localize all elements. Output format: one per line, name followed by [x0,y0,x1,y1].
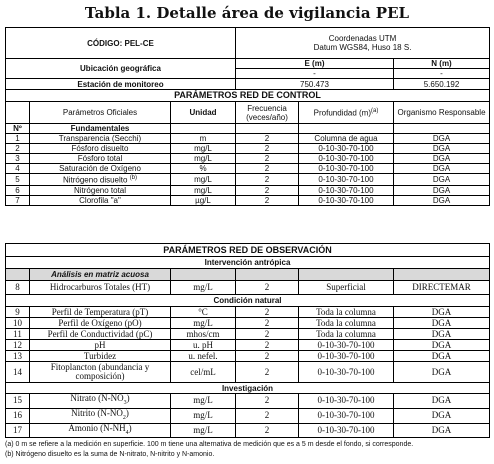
param-name [30,185,171,195]
num-header: Nº [6,124,30,134]
param-unit: mg/L [171,281,236,295]
param-organism: DGA [394,164,490,174]
param-unit: mhos/cm [171,329,236,340]
param-frequency: 2 [236,164,299,174]
empty-cell [171,269,236,281]
table-row [6,195,490,205]
param-unit: mg/L [171,408,236,423]
param-name [30,174,171,186]
param-name: Perfil de Temperatura (pT) [30,307,171,318]
param-frequency: 2 [236,185,299,195]
row-number: 7 [6,195,30,205]
param-unit: % [171,164,236,174]
param-depth: 0-10-30-70-100 [299,351,394,362]
table-title: Tabla 1. Detalle área de vigilancia PEL [84,4,410,22]
table-row [6,154,490,164]
param-name: Nitrito $(N-NO_2)$ [30,408,171,423]
control-network-table [5,27,490,206]
param-depth: Toda la columna [299,329,394,340]
param-name-text: Clorofila "a" [79,195,121,205]
table-row [6,340,490,351]
frequency-header: Frecuencia (veces/año) [236,102,299,124]
row-number: 11 [6,329,30,340]
row-number: 1 [6,134,30,144]
control-section-title: PARÁMETROS RED DE CONTROL [6,90,490,102]
row-number: 13 [6,351,30,362]
param-frequency: 2 [236,351,299,362]
table-row [6,144,490,154]
table-row [6,185,490,195]
monitoring-station-label: Estación de monitoreo [6,79,236,90]
param-depth: 0-10-30-70-100 [299,423,394,438]
empty-cell [236,269,299,281]
param-organism: DGA [394,423,490,438]
utm-coordinates-header [236,28,490,59]
param-name: Perfil de Oxígeno (pO) [30,318,171,329]
param-name [30,134,171,144]
param-depth: 0-10-30-70-100 [299,185,394,195]
param-unit: mg/L [171,174,236,186]
subscript: 2 [122,414,126,421]
observation-network-table [5,243,490,438]
param-name-text: Saturación de Oxígeno [59,164,141,173]
param-organism: DIRECTEMAR [394,281,490,295]
intervention-heading: Intervención antrópica [6,257,490,269]
empty-cell [6,269,30,281]
station-code: CÓDIGO: PEL-CE [6,28,236,59]
aqueous-matrix-label: Análisis en matriz acuosa [30,269,171,281]
param-frequency: 2 [236,423,299,438]
table-row [6,408,490,423]
row-number: 17 [6,423,30,438]
utm-coord-line2: Datum WGS84, Huso 18 S. [313,43,412,52]
param-unit: °C [171,307,236,318]
param-depth: 0-10-30-70-100 [299,154,394,164]
param-frequency: 2 [236,307,299,318]
param-organism: DGA [394,351,490,362]
footnote-b: (b) Nitrógeno disuelto es la suma de N-nitrato, N-nitrito y N-amonio. [5,451,215,458]
table-row [6,307,490,318]
params-header: Parámetros Oficiales [30,102,171,124]
param-depth: 0-10-30-70-100 [299,144,394,154]
fundamentals-label: Fundamentales [30,124,171,134]
row-number: 16 [6,408,30,423]
param-depth: 0-10-30-70-100 [299,394,394,409]
table-row [6,164,490,174]
observation-section-title: PARÁMETROS RED DE OBSERVACIÓN [6,244,490,257]
param-organism: DGA [394,144,490,154]
param-unit: µg/L [171,195,236,205]
param-unit: mg/L [171,144,236,154]
row-number: 9 [6,307,30,318]
param-name [30,195,171,205]
row-number: 4 [6,164,30,174]
param-unit: mg/L [171,318,236,329]
param-organism: DGA [394,340,490,351]
table-row [6,351,490,362]
table-row [6,174,490,186]
row-number: 8 [6,281,30,295]
param-frequency: 2 [236,362,299,383]
param-name-text: Fósforo disuelto [71,144,129,153]
param-unit: cel/mL [171,362,236,383]
table-row [6,318,490,329]
footnote-a: (a) 0 m se refiere a la medición en superficie. 100 m tiene una alternativa de medición que es a 5 m desde el fondo, si corresponde. [5,441,414,448]
organism-header: Organismo Responsable [394,102,490,124]
param-name-text: Amonio (N-NH [68,423,126,433]
empty-cell [299,269,394,281]
param-name: Perfil de Conductividad (pC) [30,329,171,340]
table-row [6,394,490,409]
easting-value: 750.473 [236,79,394,90]
param-organism: DGA [394,154,490,164]
param-name: pH [30,340,171,351]
param-depth: 0-10-30-70-100 [299,174,394,186]
empty-cell [171,124,236,134]
depth-header [299,102,394,124]
param-frequency: 2 [236,408,299,423]
param-name: Fitoplancton (abundancia y composición) [30,362,171,383]
param-name: Nitrato $(N-NO_3)$ [30,394,171,409]
param-frequency: 2 [236,318,299,329]
num-header-spacer [6,102,30,124]
param-unit: mg/L [171,423,236,438]
param-depth: 0-10-30-70-100 [299,408,394,423]
param-organism: DGA [394,318,490,329]
subscript: 4 [125,429,129,436]
table-row [6,423,490,438]
empty-cell [299,124,394,134]
param-name-text: Fósforo total [77,154,123,163]
param-unit: mg/L [171,185,236,195]
param-name-text: Nitrógeno disuelto [62,175,128,185]
table-row [6,329,490,340]
empty-cell [236,124,299,134]
param-unit: mg/L [171,394,236,409]
param-unit: u. pH [171,340,236,351]
row-number: 2 [6,144,30,154]
param-name: Turbidez [30,351,171,362]
param-unit: m [171,134,236,144]
table-row [6,134,490,144]
param-name-text: Transparencia (Secchi) [58,134,142,143]
depth-header-text: Profundidad (m) [313,108,371,118]
param-organism: DGA [394,329,490,340]
param-name-text: Nitrito (N-NO [71,408,123,418]
geo-location-label: Ubicación geográfica [6,59,236,79]
row-number: 10 [6,318,30,329]
param-name [30,164,171,174]
subscript: 3 [123,399,127,406]
param-organism: DGA [394,394,490,409]
easting-dash: - [236,69,394,79]
param-unit: u. nefel. [171,351,236,362]
param-depth: 0-10-30-70-100 [299,362,394,383]
row-number: 3 [6,154,30,164]
param-frequency: 2 [236,195,299,205]
row-number: 5 [6,174,30,186]
northing-header: N (m) [394,59,490,69]
param-frequency: 2 [236,281,299,295]
param-organism: DGA [394,362,490,383]
param-depth: 0-10-30-70-100 [299,195,394,205]
param-depth: Toda la columna [299,307,394,318]
unit-header: Unidad [171,102,236,124]
param-frequency: 2 [236,329,299,340]
param-name: Hidrocarburos Totales (HT) [30,281,171,295]
utm-coord-line1: Coordenadas UTM [328,34,397,43]
param-unit: mg/L [171,154,236,164]
natural-condition-heading: Condición natural [6,295,490,307]
param-organism: DGA [394,408,490,423]
param-depth: Toda la columna [299,318,394,329]
param-frequency: 2 [236,134,299,144]
row-number: 14 [6,362,30,383]
param-depth: Superficial [299,281,394,295]
param-frequency: 2 [236,394,299,409]
param-organism: DGA [394,307,490,318]
param-frequency: 2 [236,154,299,164]
param-depth: 0-10-30-70-100 [299,340,394,351]
param-frequency: 2 [236,340,299,351]
easting-header: E (m) [236,59,394,69]
northing-value: 5.650.192 [394,79,490,90]
row-number: 6 [6,185,30,195]
param-name-text: Nitrato (N-NO [70,393,124,403]
param-depth: Columna de agua [299,134,394,144]
row-number: 12 [6,340,30,351]
param-name: Amonio $(N-NH_4)$ [30,423,171,438]
param-name [30,154,171,164]
param-name [30,144,171,154]
research-heading: Investigación [6,383,490,394]
footnote-ref: (b) [129,175,138,181]
param-depth: 0-10-30-70-100 [299,164,394,174]
param-organism: DGA [394,195,490,205]
param-organism: DGA [394,174,490,186]
empty-cell [394,124,490,134]
depth-footnote-ref: (a) [371,108,379,115]
param-frequency: 2 [236,144,299,154]
row-number: 15 [6,394,30,409]
table-row [6,362,490,383]
param-name-text: Nitrógeno total [73,185,127,195]
northing-dash: - [394,69,490,79]
param-organism: DGA [394,185,490,195]
param-organism: DGA [394,134,490,144]
param-frequency: 2 [236,174,299,186]
empty-cell [394,269,490,281]
